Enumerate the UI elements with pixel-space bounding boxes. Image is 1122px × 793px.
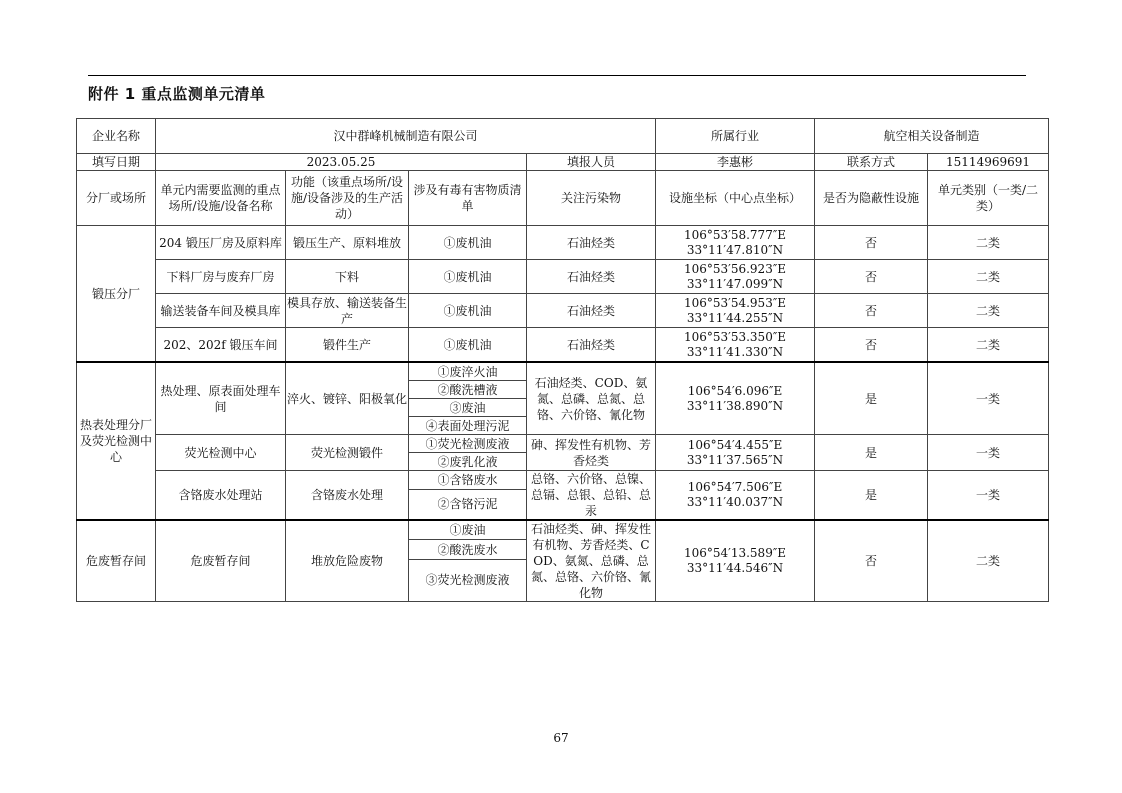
chrome-toxic: ①含铬废水: [409, 471, 527, 490]
coord-lon: 106°54′13.589″E: [683, 546, 787, 560]
coord-lon: 106°54′7.506″E: [687, 480, 783, 494]
heat-unit: 热处理、原表面处理车间: [156, 362, 286, 435]
industry-label: 所属行业: [656, 119, 815, 154]
fluor-toxic: ②废乳化液: [409, 453, 527, 471]
forge-unit: 输送装备车间及模具库: [156, 294, 286, 328]
haz-pollutant: 石油烃类、砷、挥发性有机物、芳香烃类、COD、氨氮、总磷、总氮、总铬、六价铬、氰化物: [527, 520, 656, 602]
chrome-toxic: ②含铬污泥: [409, 489, 527, 520]
header-function: 功能（该重点场所/设施/设备涉及的生产活动）: [286, 171, 409, 226]
chrome-hidden: 是: [815, 471, 928, 521]
forge-hidden: 否: [815, 328, 928, 363]
coord-lon: 106°53′58.777″E: [683, 227, 787, 242]
haz-toxic: ③荧光检测废液: [409, 559, 527, 601]
heat-toxic: ④表面处理污泥: [409, 417, 527, 435]
forge-category: 二类: [928, 226, 1049, 260]
haz-hidden: 否: [815, 520, 928, 602]
heat-toxic: ③废油: [409, 399, 527, 417]
contact-value: 15114969691: [928, 154, 1049, 171]
forge-category: 二类: [928, 328, 1049, 363]
forge-function: 锻件生产: [286, 328, 409, 363]
coord-lat: 33°11′38.890″N: [686, 398, 784, 413]
header-category: 单元类别（一类/二类）: [928, 171, 1049, 226]
forge-function: 下料: [286, 260, 409, 294]
haz-function: 堆放危险废物: [286, 520, 409, 602]
chrome-category: 一类: [928, 471, 1049, 521]
filler-label: 填报人员: [527, 154, 656, 171]
forge-unit: 下料厂房与废弃厂房: [156, 260, 286, 294]
top-rule: [88, 75, 1026, 76]
date-label: 填写日期: [77, 154, 156, 171]
chrome-pollutant: 总铬、六价铬、总镍、总镉、总银、总铅、总汞: [527, 471, 656, 521]
heat-function: 淬火、镀锌、阳极氧化: [286, 362, 409, 435]
header-hidden: 是否为隐蔽性设施: [815, 171, 928, 226]
site-hazardous-storage: 危废暂存间: [77, 520, 156, 602]
haz-toxic: ①废油: [409, 520, 527, 540]
fluor-hidden: 是: [815, 435, 928, 471]
forge-coord: [656, 328, 815, 363]
forge-pollutant: 石油烃类: [527, 328, 656, 363]
forge-toxic: ①废机油: [409, 226, 527, 260]
forge-unit: 204 锻压厂房及原料库: [156, 226, 286, 260]
industry-value: 航空相关设备制造: [815, 119, 1049, 154]
page-number: 67: [553, 731, 569, 745]
coord-lon: 106°53′54.953″E: [683, 295, 787, 310]
chrome-unit: 含铬废水处理站: [156, 471, 286, 521]
site-forge: 锻压分厂: [77, 226, 156, 363]
coord-lat: 33°11′47.099″N: [686, 276, 784, 291]
coord-lat: 33°11′37.565″N: [686, 452, 784, 467]
chrome-coord: [656, 471, 815, 521]
heat-coord: [656, 362, 815, 435]
coord-lat: 33°11′44.255″N: [686, 310, 784, 325]
forge-function: 模具存放、输送装备生产: [287, 295, 408, 326]
forge-category: 二类: [928, 260, 1049, 294]
coord-lon: 106°53′53.350″E: [683, 329, 787, 344]
heat-hidden: 是: [815, 362, 928, 435]
heat-toxic: ①废淬火油: [409, 362, 527, 381]
fluor-pollutant: 砷、挥发性有机物、芳香烃类: [527, 435, 656, 471]
fluor-coord: [656, 435, 815, 471]
header-toxic: 涉及有毒有害物质清单: [409, 171, 527, 226]
date-value: 2023.05.25: [156, 154, 527, 171]
forge-unit: 202、202f 锻压车间: [156, 328, 286, 363]
haz-unit: 危废暂存间: [156, 520, 286, 602]
coord-lat: 33°11′44.546″N: [686, 561, 784, 575]
fluor-unit: 荧光检测中心: [156, 435, 286, 471]
coord-lon: 106°53′56.923″E: [683, 261, 787, 276]
monitoring-unit-table: [76, 118, 1049, 602]
coord-lon: 106°54′6.096″E: [687, 383, 783, 398]
company-label: 企业名称: [77, 119, 156, 154]
forge-hidden: 否: [815, 294, 928, 328]
fluor-function: 荧光检测锻件: [286, 435, 409, 471]
chrome-function: 含铬废水处理: [286, 471, 409, 521]
coord-lon: 106°54′4.455″E: [687, 437, 783, 452]
heat-category: 一类: [928, 362, 1049, 435]
forge-category: 二类: [928, 294, 1049, 328]
fluor-toxic: ①荧光检测废液: [409, 435, 527, 453]
coord-lat: 33°11′40.037″N: [686, 495, 784, 509]
forge-coord: [656, 226, 815, 260]
forge-toxic: ①废机油: [409, 294, 527, 328]
coord-lat: 33°11′41.330″N: [686, 344, 784, 359]
forge-hidden: 否: [815, 226, 928, 260]
coord-lat: 33°11′47.810″N: [686, 242, 784, 257]
site-heat-treatment: 热表处理分厂及荧光检测中心: [77, 362, 156, 520]
forge-toxic: ①废机油: [409, 260, 527, 294]
forge-coord: [656, 260, 815, 294]
forge-hidden: 否: [815, 260, 928, 294]
company-value: 汉中群峰机械制造有限公司: [156, 119, 656, 154]
forge-pollutant: 石油烃类: [527, 226, 656, 260]
fluor-category: 一类: [928, 435, 1049, 471]
header-pollutant: 关注污染物: [527, 171, 656, 226]
heat-toxic: ②酸洗槽液: [409, 381, 527, 399]
forge-pollutant: 石油烃类: [527, 260, 656, 294]
forge-pollutant: 石油烃类: [527, 294, 656, 328]
forge-toxic: ①废机油: [409, 328, 527, 363]
forge-function: 锻压生产、原料堆放: [286, 226, 409, 260]
page-heading: 附件 1 重点监测单元清单: [88, 85, 266, 103]
header-coord: 设施坐标（中心点坐标）: [656, 171, 815, 226]
haz-toxic: ②酸洗废水: [409, 540, 527, 559]
header-site: 分厂或场所: [77, 171, 156, 226]
filler-value: 李惠彬: [656, 154, 815, 171]
header-unit: 单元内需要监测的重点场所/设施/设备名称: [156, 171, 286, 226]
forge-coord: [656, 294, 815, 328]
haz-category: 二类: [928, 520, 1049, 602]
haz-coord: [656, 520, 815, 602]
heat-pollutant: 石油烃类、COD、氨氮、总磷、总氮、总铬、六价铬、氰化物: [527, 362, 656, 435]
contact-label: 联系方式: [815, 154, 928, 171]
